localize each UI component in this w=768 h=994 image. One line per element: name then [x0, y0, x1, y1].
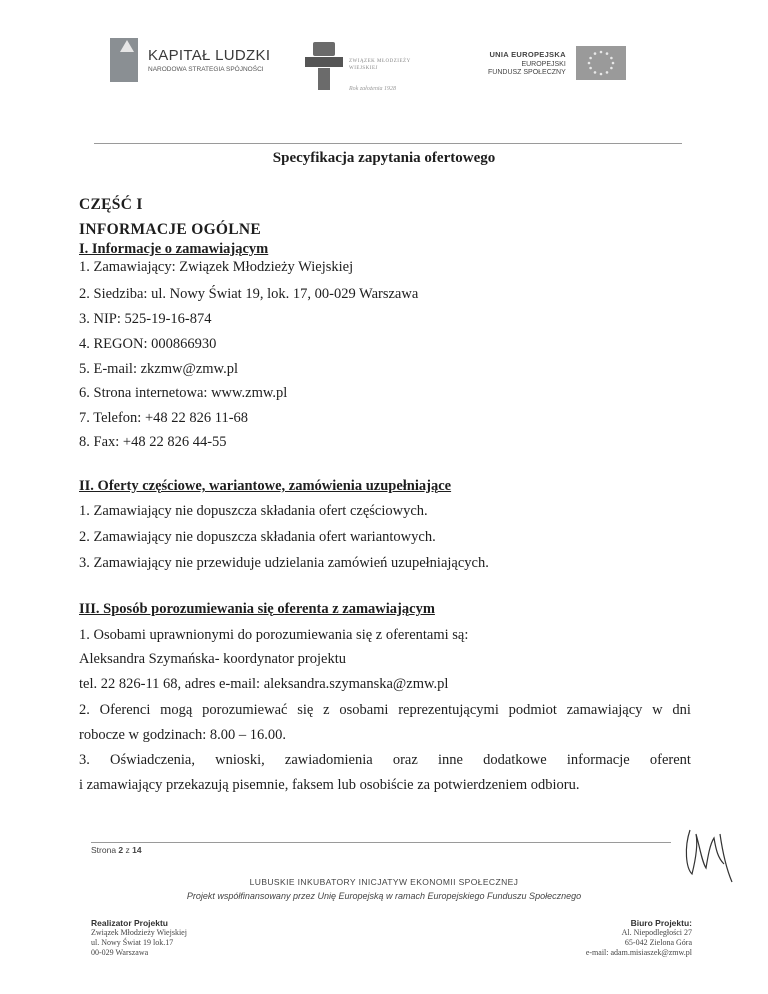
zmw-emblem-icon — [305, 42, 343, 92]
word: podmiot — [508, 702, 557, 718]
word: oferent — [649, 752, 691, 768]
word: Oświadczenia, — [110, 752, 195, 768]
word: się — [297, 702, 314, 718]
footer-office-line: 65-042 Zielona Góra — [624, 938, 692, 947]
word: porozumiewać — [202, 702, 288, 718]
word: inne — [437, 752, 463, 768]
word: osobami — [339, 702, 389, 718]
word: mogą — [160, 702, 193, 718]
footer-office-head: Biuro Projektu: — [630, 918, 692, 928]
eu-line1: UNIA EUROPEJSKA — [489, 50, 566, 59]
part-heading: INFORMACJE OGÓLNE — [79, 221, 262, 238]
section3-paragraph: robocze w godzinach: 8.00 – 16.00. — [79, 727, 286, 743]
footer-funding-note: Projekt współfinansowany przez Unię Europejską w ramach Europejskiego Funduszu Społecznego — [186, 891, 582, 901]
section3-justified-line — [79, 702, 691, 719]
section1-item: 3. NIP: 525-19-16-874 — [79, 311, 212, 327]
word: z — [323, 702, 330, 718]
kapital-ludzki-title: KAPITAŁ LUDZKI — [148, 47, 271, 64]
page-total: 14 — [132, 845, 142, 855]
zmw-name-line2: WIEJSKIEJ — [349, 66, 378, 71]
page-mid: z — [125, 845, 130, 855]
word: dodatkowe — [483, 752, 547, 768]
footer-office — [586, 918, 692, 958]
page-number — [91, 845, 142, 855]
section3-paragraph: i zamawiający przekazują pisemnie, faksem lub osobiście za potwierdzeniem odbioru. — [79, 777, 580, 793]
word: informacje — [566, 752, 630, 768]
footer-project-name: LUBUSKIE INKUBATORY INICJATYW EKONOMII SPOŁECZNEJ — [249, 877, 519, 887]
section3-heading: III. Sposób porozumiewania się oferenta z zamawiającym — [79, 601, 435, 617]
word: 3. — [79, 752, 90, 768]
footer-office-line: e-mail: adam.misiaszek@zmw.pl — [585, 948, 692, 957]
section2-item: 1. Zamawiający nie dopuszcza składania ofert częściowych. — [79, 503, 428, 519]
footer-realizer-line: ul. Nowy Świat 19 lok.17 — [91, 938, 174, 947]
word: w — [652, 702, 663, 718]
footer-divider — [91, 842, 671, 843]
zmw-founded-year: Rok założenia 1928 — [349, 86, 396, 92]
section1-item: 1. Zamawiający: Związek Młodzieży Wiejskiej — [79, 259, 354, 275]
section3-justified-line — [79, 752, 691, 769]
part-label: CZĘŚĆ I — [79, 196, 143, 213]
word: reprezentującymi — [398, 702, 499, 718]
word: zawiadomienia — [284, 752, 373, 768]
eu-flag-icon — [576, 46, 626, 80]
zmw-name-line1: ZWIĄZEK MŁODZIEŻY — [349, 59, 411, 64]
eu-line3: FUNDUSZ SPOŁECZNY — [488, 69, 566, 76]
footer-realizer-line: 00-029 Warszawa — [91, 948, 149, 957]
section1-item: 5. E-mail: zkzmw@zmw.pl — [79, 361, 238, 377]
footer-realizer — [91, 918, 187, 958]
eu-logo — [488, 50, 626, 80]
word: dni — [672, 702, 691, 718]
word: wnioski, — [215, 752, 265, 768]
zmw-logo — [305, 42, 411, 92]
word: 2. — [79, 702, 90, 718]
kapital-ludzki-subtitle: NARODOWA STRATEGIA SPÓJNOŚCI — [148, 66, 264, 73]
section2-heading: II. Oferty częściowe, wariantowe, zamówienia uzupełniające — [79, 478, 452, 494]
page-header — [0, 0, 768, 130]
footer-realizer-line: Związek Młodzieży Wiejskiej — [91, 928, 187, 937]
section1-item: 7. Telefon: +48 22 826 11-68 — [79, 410, 249, 426]
kapital-ludzki-emblem-icon — [110, 38, 138, 82]
page-prefix: Strona — [91, 845, 117, 855]
section2-item: 3. Zamawiający nie przewiduje udzielania zamówień uzupełniających. — [79, 555, 489, 571]
footer-realizer-head: Realizator Projektu — [91, 918, 168, 928]
section1-item: 8. Fax: +48 22 826 44-55 — [79, 434, 227, 450]
eu-line2: EUROPEJSKI — [521, 61, 566, 68]
section1-item: 6. Strona internetowa: www.zmw.pl — [79, 385, 288, 401]
section1-item: 2. Siedziba: ul. Nowy Świat 19, lok. 17, 00-029 Warszawa — [79, 286, 419, 302]
section2-item: 2. Zamawiający nie dopuszcza składania ofert wariantowych. — [79, 529, 436, 545]
kapital-ludzki-logo — [110, 38, 270, 82]
word: oraz — [392, 752, 418, 768]
section1-heading: I. Informacje o zamawiającym — [79, 241, 269, 257]
word: Oferenci — [99, 702, 151, 718]
section3-paragraph: tel. 22 826-11 68, adres e-mail: aleksandra.szymanska@zmw.pl — [79, 676, 449, 692]
word: zamawiający — [566, 702, 643, 718]
document-title: Specyfikacja zapytania ofertowego — [272, 150, 496, 166]
section1-item: 4. REGON: 000866930 — [79, 336, 217, 352]
page-current: 2 — [118, 845, 124, 855]
section3-paragraph: 1. Osobami uprawnionymi do porozumiewania się z oferentami są: — [79, 627, 469, 643]
header-divider — [94, 143, 682, 144]
footer-office-line: Al. Niepodległości 27 — [621, 928, 692, 937]
section3-paragraph: Aleksandra Szymańska- koordynator projektu — [79, 651, 346, 667]
